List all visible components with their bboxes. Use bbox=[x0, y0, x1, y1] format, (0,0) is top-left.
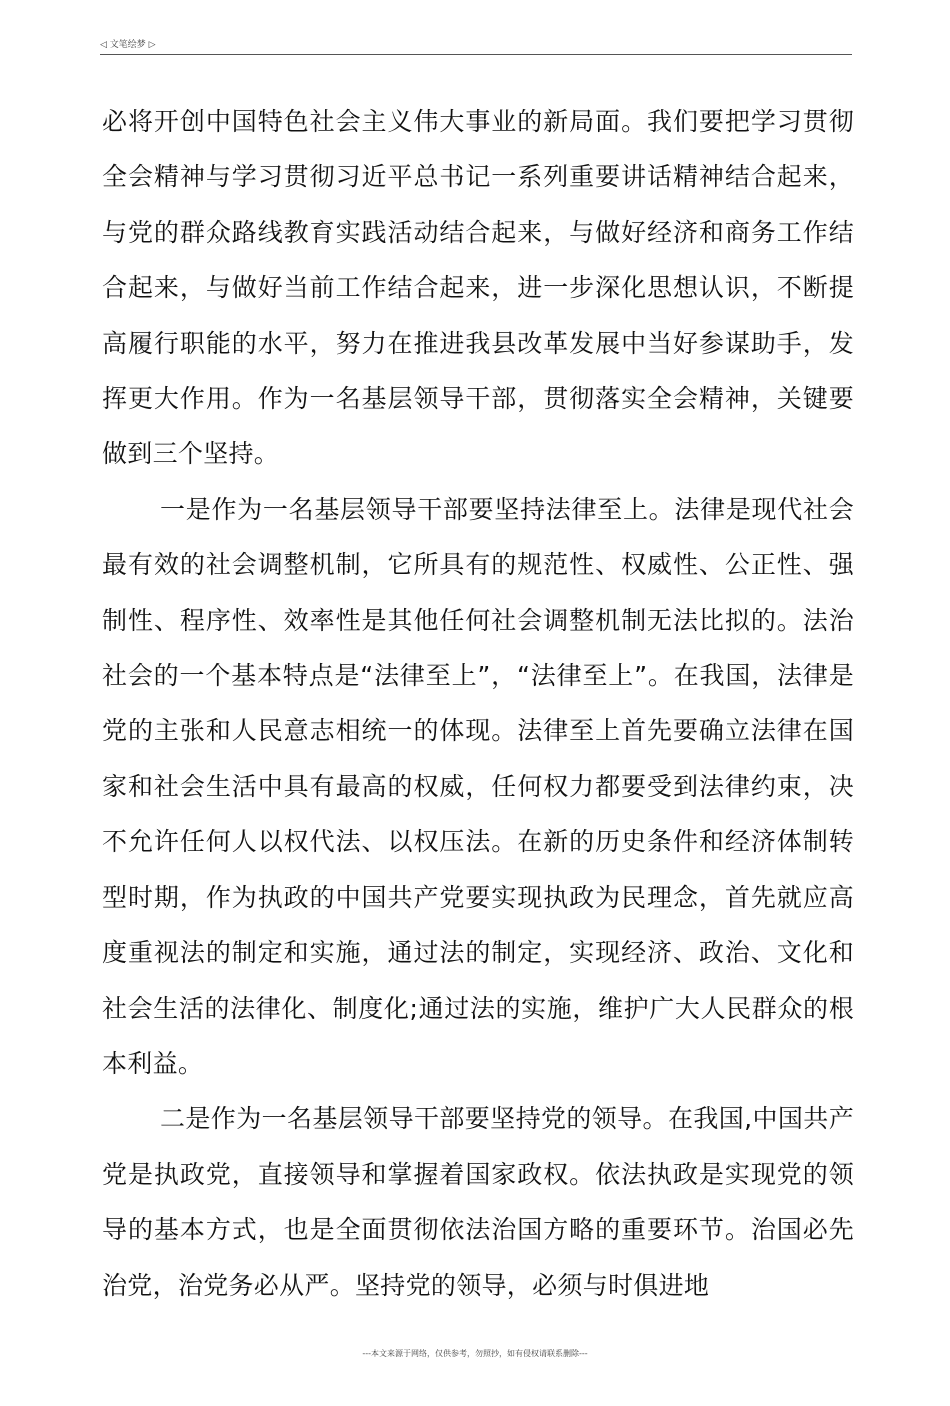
page-footer: ---本文来源于网络，仅供参考，勿照抄，如有侵权请联系删除--- bbox=[362, 1349, 588, 1358]
document-body bbox=[102, 94, 854, 1313]
paragraph-1: 必将开创中国特色社会主义伟大事业的新局面。我们要把学习贯彻全会精神与学习贯彻习近平总书记一系列重要讲话精神结合起来，与党的群众路线教育实践活动结合起来，与做好经济和商务工作结合起来，与做好当前工作结合起来，进一步深化思想认识，不断提高履行职能的水平，努力在推进我县改革发展中当好参谋助手，发挥更大作用。作为一名基层领导干部，贯彻落实全会精神，关键要做到三个坚持。 bbox=[102, 107, 854, 469]
page-header bbox=[100, 38, 852, 55]
header-label: ◁ 文笔绘梦 ▷ bbox=[100, 40, 156, 50]
paragraph-3: 二是作为一名基层领导干部要坚持党的领导。在我国,中国共产党是执政党，直接领导和掌握着国家政权。依法执政是实现党的领导的基本方式，也是全面贯彻依法治国方略的重要环节。治国必先治党，治党务必从严。坚持党的领导，必须与时俱进地 bbox=[102, 1104, 854, 1300]
paragraph-2: 一是作为一名基层领导干部要坚持法律至上。法律是现代社会最有效的社会调整机制，它所具有的规范性、权威性、公正性、强制性、程序性、效率性是其他任何社会调整机制无法比拟的。法治社会的一个基本特点是“法律至上”，“法律至上”。在我国，法律是党的主张和人民意志相统一的体现。法律至上首先要确立法律在国家和社会生活中具有最高的权威，任何权力都要受到法律约束，决不允许任何人以权代法、以权压法。在新的历史条件和经济体制转型时期，作为执政的中国共产党要实现执政为民理念，首先就应高度重视法的制定和实施，通过法的制定，实现经济、政治、文化和社会生活的法律化、制度化;通过法的实施，维护广大人民群众的根本利益。 bbox=[102, 494, 854, 1078]
